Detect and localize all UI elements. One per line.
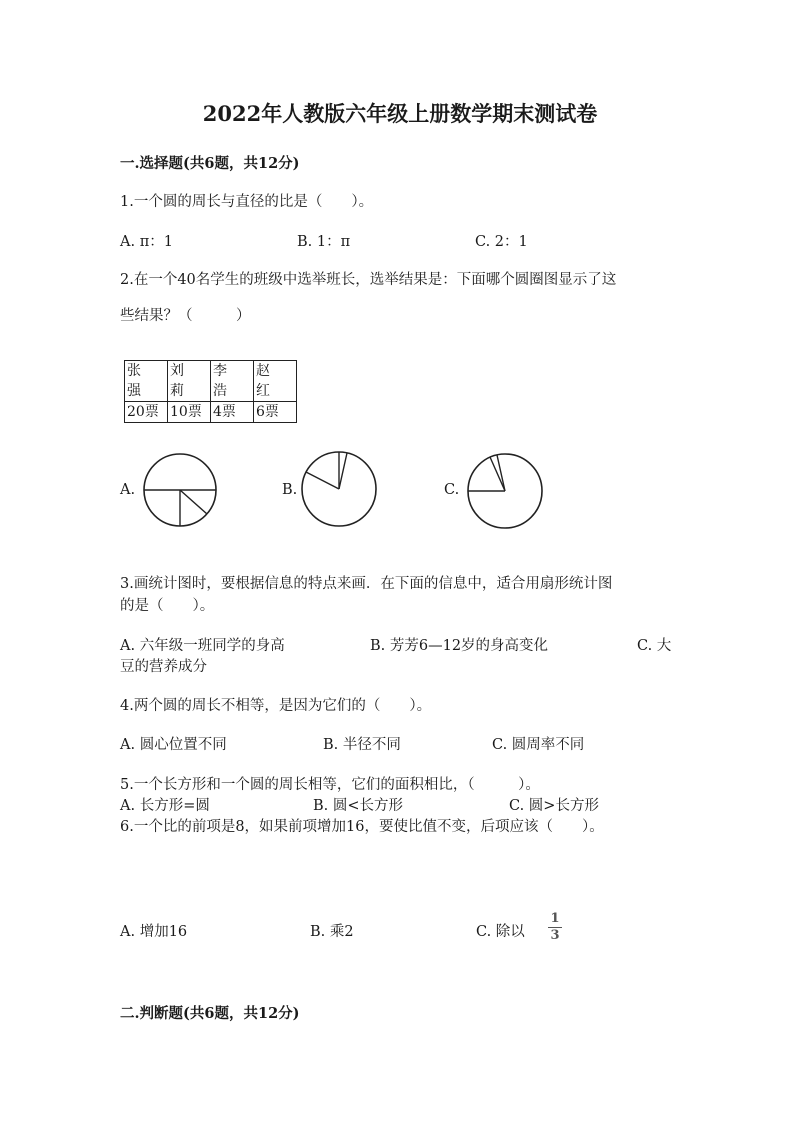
- pie-label-a: A.: [120, 482, 136, 498]
- q5-option-c: C. 圆>长方形: [509, 798, 599, 814]
- q5-option-a: A. 长方形=圆: [120, 798, 210, 814]
- question-4: 4.两个圆的周长不相等，是因为它们的（ ）。: [120, 698, 432, 714]
- q6-option-a: A. 增加16: [120, 924, 188, 940]
- page-title: 2022年人教版六年级上册数学期末测试卷: [202, 101, 598, 126]
- q3-option-b: B. 芳芳6—12岁的身高变化: [370, 638, 549, 654]
- q1-option-b: B. 1：π: [297, 234, 351, 250]
- fraction-denominator: 3: [550, 928, 560, 943]
- section-heading-1: 一.选择题(共6题，共12分): [120, 155, 300, 172]
- q1-option-c: C. 2：1: [475, 234, 528, 250]
- question-1: 1.一个圆的周长与直径的比是（ ）。: [120, 194, 374, 210]
- pie-c-radius-up: [490, 457, 505, 491]
- q1-option-a: A. π：1: [120, 234, 173, 250]
- table-cell-votes: 6票: [254, 402, 297, 423]
- q4-option-a: A. 圆心位置不同: [120, 737, 227, 753]
- section-heading-2: 二.判断题(共6题，共12分): [120, 1005, 300, 1022]
- table-cell-name: 赵 红: [254, 361, 297, 402]
- q6-option-b: B. 乘2: [310, 924, 354, 940]
- table-cell-name: 刘 莉: [168, 361, 211, 402]
- question-3-line2: 的是（ ）。: [120, 598, 215, 614]
- table-cell-name: 李 浩: [211, 361, 254, 402]
- pie-a-radius-diag: [180, 490, 207, 514]
- pie-c-radius-up2: [497, 455, 505, 491]
- fraction-numerator: 1: [550, 911, 560, 926]
- q3-option-c: C. 大: [637, 638, 672, 654]
- table-cell-votes: 20票: [125, 402, 168, 423]
- q6-option-c: C. 除以: [476, 924, 525, 940]
- pie-chart-c: [466, 452, 544, 530]
- q4-option-c: C. 圆周率不同: [492, 737, 585, 753]
- question-2-line2: 些结果？（ ）: [120, 308, 251, 324]
- question-3-line1: 3.画统计图时，要根据信息的特点来画．在下面的信息中，适合用扇形统计图: [120, 576, 613, 592]
- q5-option-b: B. 圆<长方形: [313, 798, 404, 814]
- table-row: [125, 361, 297, 402]
- table-row: [125, 402, 297, 423]
- table-cell-votes: 4票: [211, 402, 254, 423]
- q4-option-b: B. 半径不同: [323, 737, 401, 753]
- fraction-one-third: [548, 912, 562, 943]
- pie-chart-b: [300, 450, 378, 528]
- q3-option-a: A. 六年级一班同学的身高: [120, 638, 285, 654]
- table-cell-votes: 10票: [168, 402, 211, 423]
- table-cell-name: 张 强: [125, 361, 168, 402]
- pie-b-radius-upright: [339, 453, 347, 489]
- question-2-line1: 2.在一个40名学生的班级中选举班长，选举结果是：下面哪个圆圈图显示了这: [120, 272, 617, 288]
- pie-label-c: C.: [444, 482, 460, 498]
- question-5: 5.一个长方形和一个圆的周长相等，它们的面积相比，（ ）。: [120, 777, 540, 793]
- votes-table: [124, 360, 297, 423]
- question-6: 6.一个比的前项是8，如果前项增加16，要使比值不变，后项应该（ ）。: [120, 819, 604, 835]
- q3-option-c-cont: 豆的营养成分: [120, 659, 207, 675]
- pie-chart-a: [142, 452, 218, 528]
- pie-b-radius-left: [306, 472, 339, 489]
- pie-label-b: B.: [282, 482, 298, 498]
